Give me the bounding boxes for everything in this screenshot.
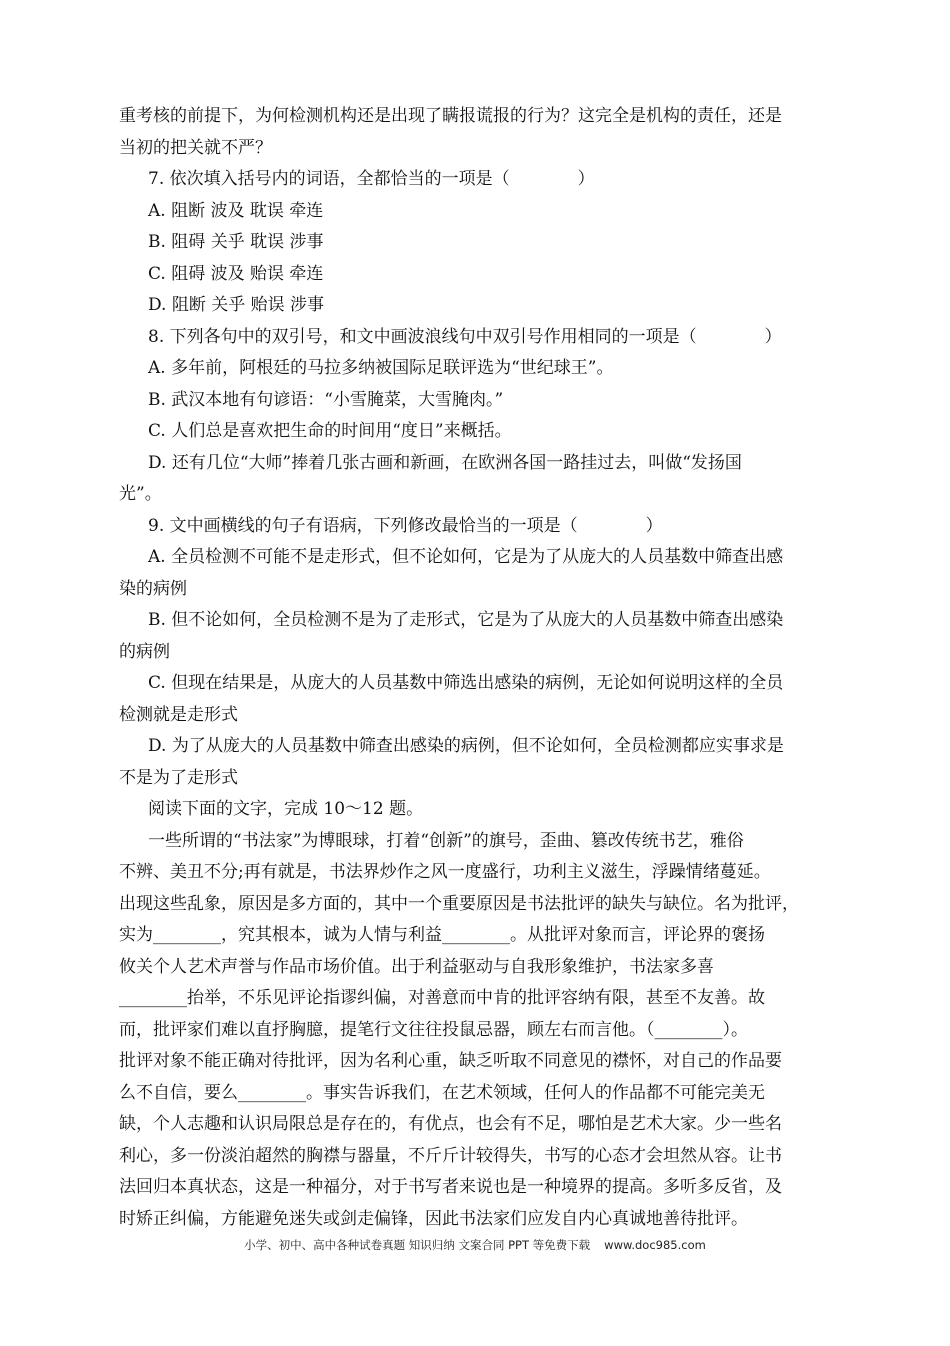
text-line: 的病例 <box>119 641 170 662</box>
text-line: 重考核的前提下，为何检测机构还是出现了瞒报谎报的行为？这完全是机构的责任，还是 <box>119 106 782 126</box>
text-line: 检测就是走形式 <box>119 704 238 725</box>
text-line: C. 阻碍 波及 贻误 牵连 <box>148 263 324 284</box>
text-line: 出现这些乱象，原因是多方面的，其中一个重要原因是书法批评的缺失与缺位。名为批评， <box>119 893 799 914</box>
text-line: B. 武汉本地有句谚语：“小雪腌菜，大雪腌肉。” <box>148 389 504 410</box>
text-line: 缺，个人志趣和认识局限总是存在的，有优点，也会有不足，哪怕是艺术大家。少一些名 <box>119 1114 782 1134</box>
text-line: 批评对象不能正确对待批评，因为名利心重，缺乏听取不同意见的襟怀，对自己的作品要 <box>119 1051 782 1071</box>
text-line: 实为________，究其根本，诚为人情与利益________。从批评对象而言，评论界的褒扬 <box>119 925 765 945</box>
page-footer <box>0 1237 950 1253</box>
text-line: 而，批评家们难以直抒胸臆，提笔行文往往投鼠忌器，顾左右而言他。（________）。 <box>119 1019 748 1040</box>
text-line: 9. 文中画横线的句子有语病，下列修改最恰当的一项是（ ） <box>148 515 663 536</box>
text-line: 一些所谓的“书法家”为博眼球，打着“创新”的旗号，歪曲、篡改传统书艺，雅俗 <box>148 830 744 851</box>
text-line: 利心，多一份淡泊超然的胸襟与器量，不斤斤计较得失，书写的心态才会坦然从容。让书 <box>119 1145 782 1166</box>
text-line: C. 人们总是喜欢把生命的时间用“度日”来概括。 <box>148 421 512 441</box>
text-line: 不是为了走形式 <box>119 767 238 788</box>
text-line: D. 还有几位“大师”捧着几张古画和新画，在欧洲各国一路挂过去，叫做“发扬国 <box>148 452 742 473</box>
text-line: B. 阻碍 关乎 耽误 涉事 <box>148 232 324 252</box>
text-line: 不辨、美丑不分;再有就是，书法界炒作之风一度盛行，功利主义滋生，浮躁情绪蔓延。 <box>119 862 771 882</box>
text-line: 当初的把关就不严？ <box>119 137 272 158</box>
text-line: 8. 下列各句中的双引号，和文中画波浪线句中双引号作用相同的一项是（ ） <box>148 326 782 347</box>
text-line: A. 阻断 波及 耽误 牵连 <box>148 200 324 221</box>
footer-text: 小学、初中、高中各种试卷真题 知识归纳 文案合同 PPT 等免费下载 <box>244 1238 591 1252</box>
text-line: 攸关个人艺术声誉与作品市场价值。出于利益驱动与自我形象维护，书法家多喜 <box>119 956 714 977</box>
text-line: 染的病例 <box>119 578 187 599</box>
text-line: 法回归本真状态，这是一种福分，对于书写者来说也是一种境界的提高。多听多反省，及 <box>119 1177 782 1197</box>
text-line: 7. 依次填入括号内的词语，全都恰当的一项是（ ） <box>148 169 595 189</box>
text-line: ________抬举，不乐见评论指谬纠偏，对善意而中肯的批评容纳有限，甚至不友善。故 <box>119 988 765 1008</box>
text-line: A. 全员检测不可能不是走形式，但不论如何，它是为了从庞大的人员基数中筛查出感 <box>148 547 784 567</box>
text-line: D. 为了从庞大的人员基数中筛查出感染的病例，但不论如何，全员检测都应实事求是 <box>148 736 784 756</box>
text-line: 光”。 <box>119 484 162 504</box>
text-line: A. 多年前，阿根廷的马拉多纳被国际足联评选为“世纪球王”。 <box>148 358 614 378</box>
text-line: B. 但不论如何，全员检测不是为了走形式，它是为了从庞大的人员基数中筛查出感染 <box>148 610 784 630</box>
document-body <box>119 101 835 1235</box>
footer-url[interactable]: www.doc985.com <box>604 1238 706 1252</box>
text-line: 么不自信，要么________。事实告诉我们，在艺术领域，任何人的作品都不可能完美无 <box>119 1082 765 1103</box>
text-line: 阅读下面的文字，完成 10～12 题。 <box>148 799 424 819</box>
text-line: 时矫正纠偏，方能避免迷失或剑走偏锋，因此书法家们应发自内心真诚地善待批评。 <box>119 1208 748 1229</box>
text-line: C. 但现在结果是，从庞大的人员基数中筛选出感染的病例，无论如何说明这样的全员 <box>148 673 784 693</box>
text-line: D. 阻断 关乎 贻误 涉事 <box>148 295 325 315</box>
